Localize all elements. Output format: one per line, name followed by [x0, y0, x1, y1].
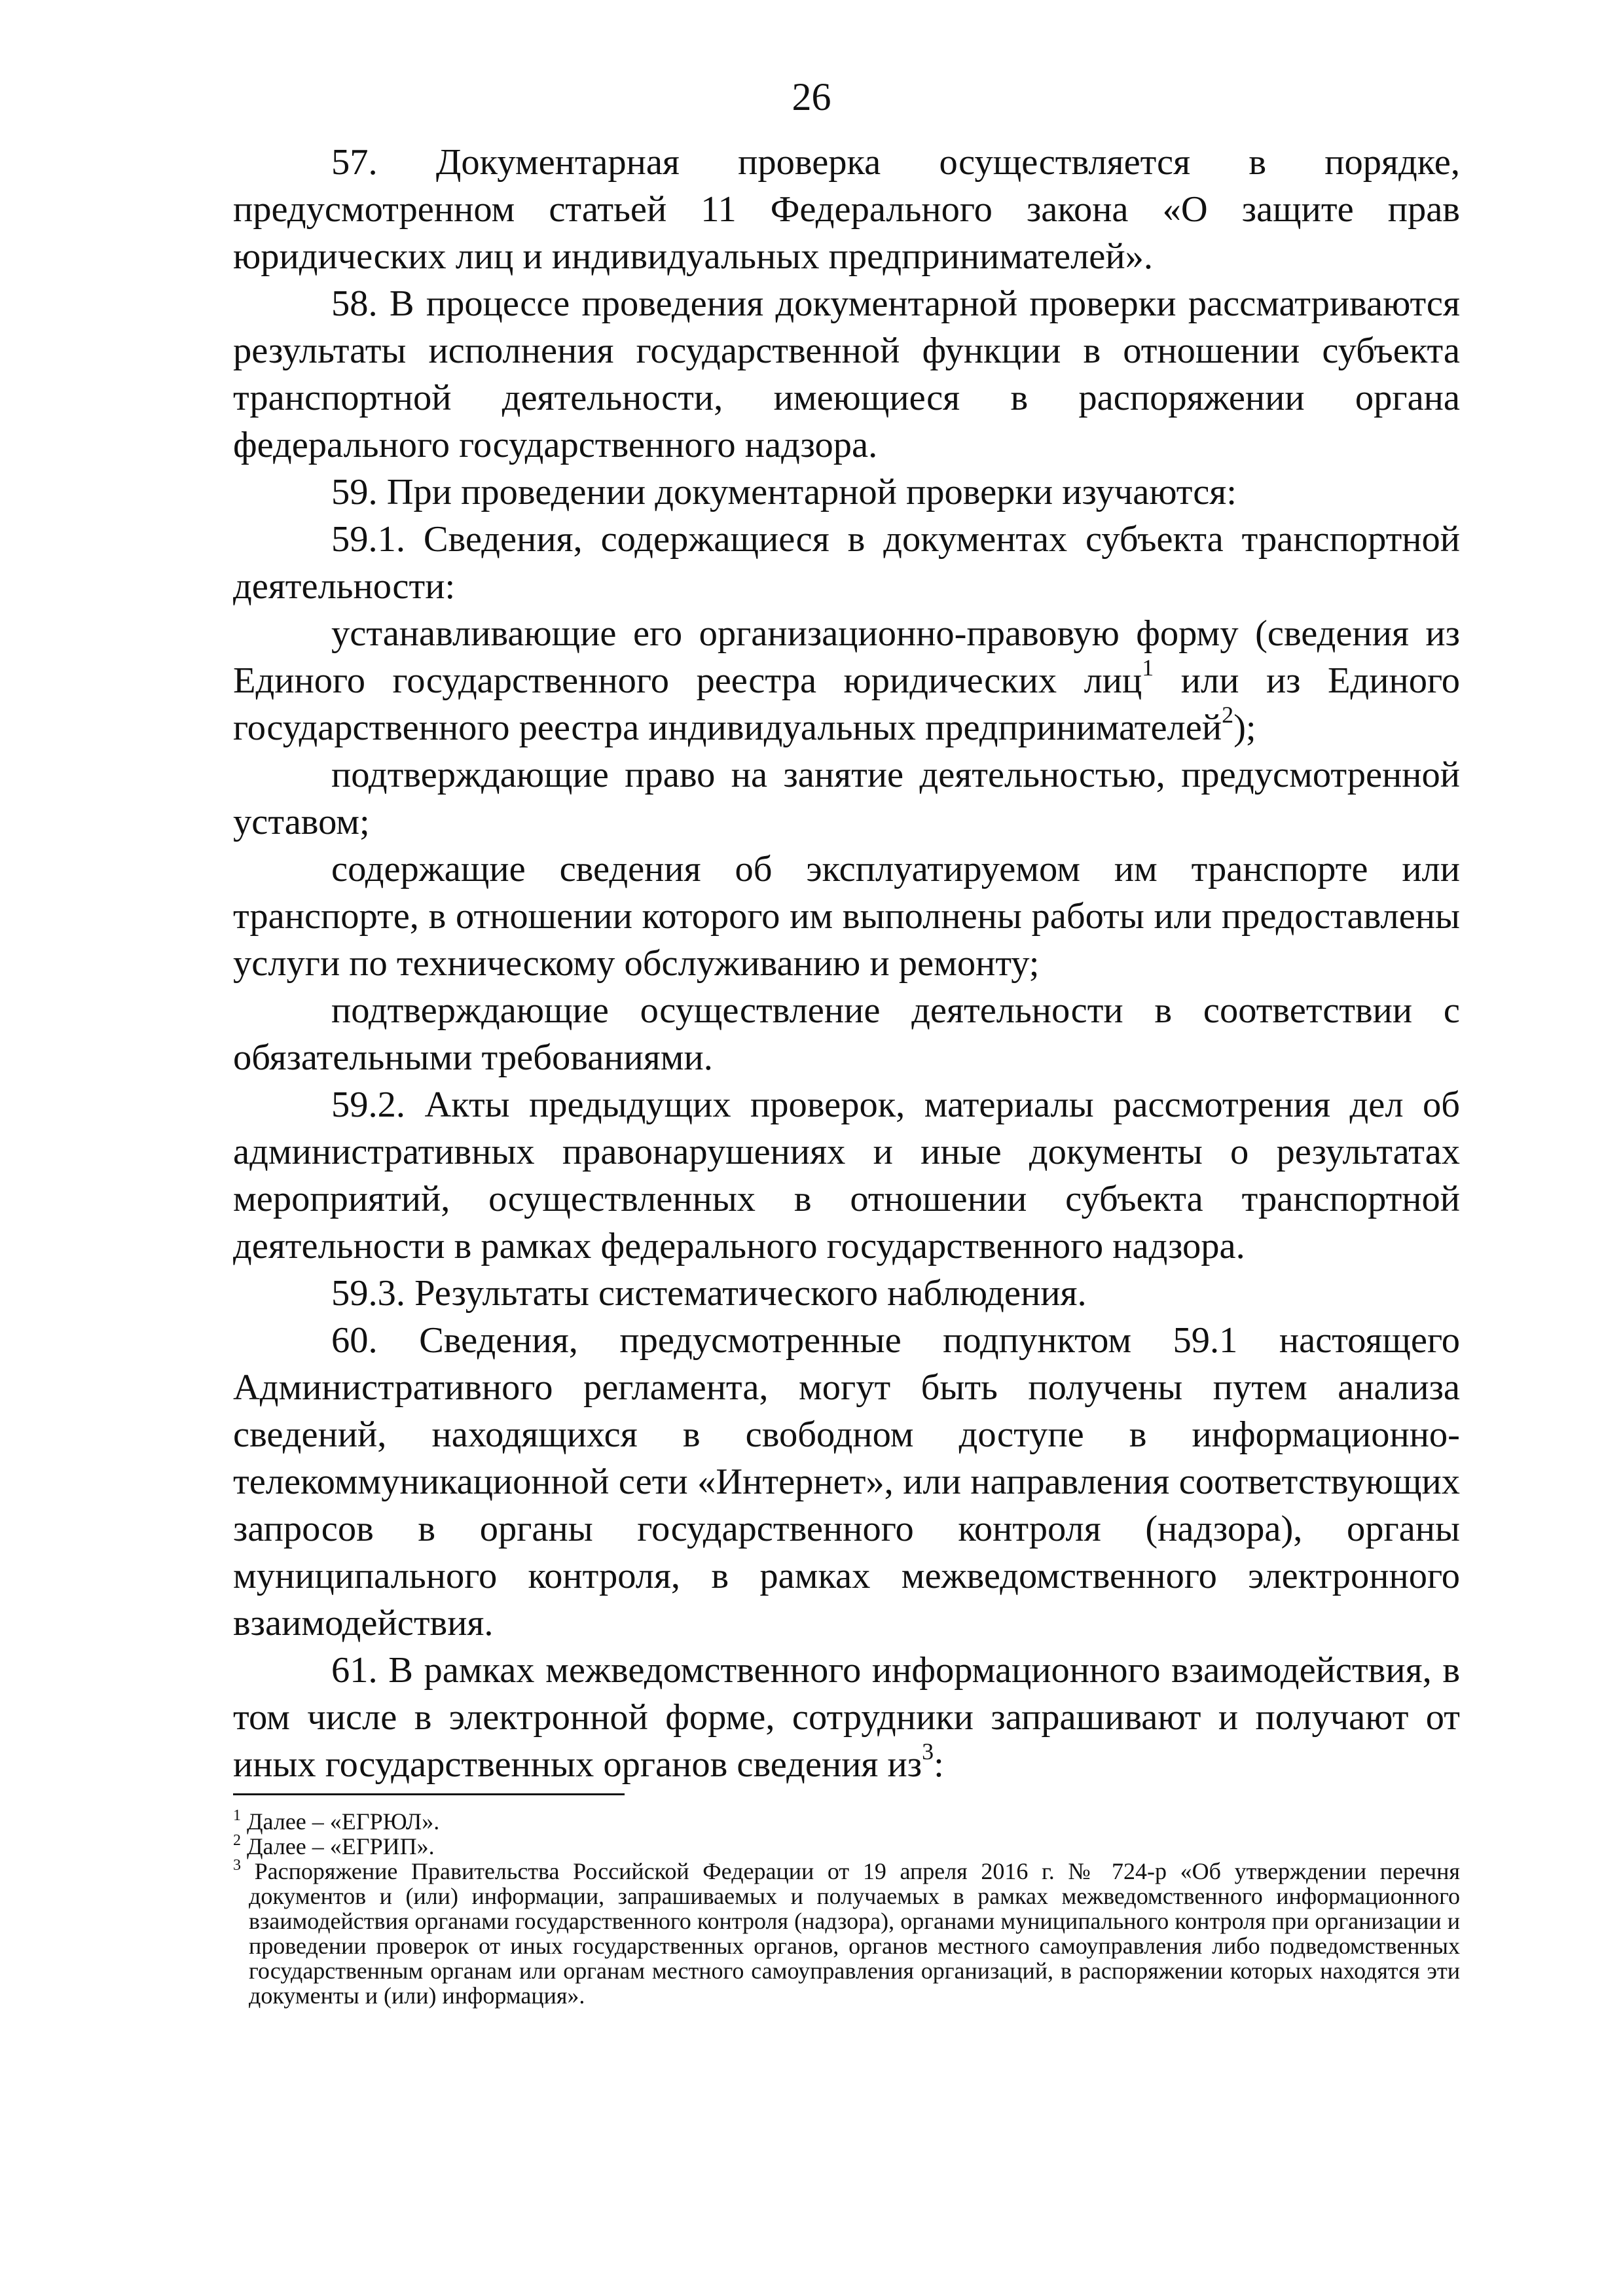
document-body — [233, 139, 1460, 1788]
list-item-compliance: подтверждающие осуществление деятельности в соответствии с обязательными требованиями. — [233, 990, 1460, 1078]
footnote-3 — [233, 1859, 1460, 2008]
paragraph-59-1: 59.1. Сведения, содержащиеся в документах субъекта транспортной деятельности: — [233, 519, 1460, 607]
list-item-charter: подтверждающие право на занятие деятельностью, предусмотренной уставом; — [233, 755, 1460, 842]
footnote-mark: 1 — [233, 1807, 241, 1824]
paragraph-59: 59. При проведении документарной проверки изучаются: — [331, 472, 1237, 512]
paragraph-57: 57. Документарная проверка осуществляется в порядке, предусмотренном статьей 11 Федерального закона «О защите прав юридических лиц и индивидуальных предпринимателей». — [233, 142, 1460, 277]
footnotes — [233, 1809, 1460, 2008]
paragraph-59-2: 59.2. Акты предыдущих проверок, материалы рассмотрения дел об административных правонарушениях и иные документы о результатах мероприятий, осуществленных в отношении субъекта транспортной деятельности в рамках федерального государственного надзора. — [233, 1085, 1460, 1266]
page-number: 26 — [792, 75, 831, 118]
list-item-legal-form — [233, 610, 1460, 751]
paragraph-61-text: 61. В рамках межведомственного информационного взаимодействия, в том числе в электронной форме, сотрудники запрашивают и получают от иных государственных органов сведения из — [233, 1650, 1460, 1785]
paragraph-61 — [233, 1647, 1460, 1788]
footnote-ref-1: 1 — [1142, 655, 1154, 681]
footnote-1 — [233, 1809, 1460, 1834]
footnote-mark: 2 — [233, 1832, 241, 1849]
list-item-legal-form-text-end: ); — [1233, 708, 1256, 748]
paragraph-61-end: : — [934, 1744, 944, 1785]
list-item-legal-form-text-cont: или из Единого государственного реестра индивидуальных предпринимателей — [233, 660, 1460, 748]
footnote-mark: 3 — [233, 1857, 241, 1874]
footnote-text: Распоряжение Правительства Российской Федерации от 19 апреля 2016 г. № 724-р «Об утверждении перечня документов и (или) информации, запрашиваемых и получаемых в рамках межведомственного информационного взаимодействия органами государственного контроля (надзора), органами муниципального контроля при организации и проведении проверок от иных государственных органов, органов местного самоуправления либо подведомственных государственным органам или органам местного самоуправления организаций, в распоряжении которых находятся эти документы и (или) информация». — [241, 1858, 1460, 2009]
footnote-ref-3: 3 — [922, 1738, 934, 1765]
list-item-legal-form-text: устанавливающие его организационно-правовую форму (сведения из Единого государственного реестра юридических лиц — [233, 613, 1460, 701]
footnote-divider — [233, 1793, 625, 1795]
footnote-text: Далее – «ЕГРИП». — [241, 1833, 435, 1859]
list-item-transport: содержащие сведения об эксплуатируемом им транспорте или транспорте, в отношении которого им выполнены работы или предоставлены услуги по техническому обслуживанию и ремонту; — [233, 849, 1460, 984]
paragraph-60: 60. Сведения, предусмотренные подпунктом 59.1 настоящего Административного регламента, могут быть получены путем анализа сведений, находящихся в свободном доступе в информационно-телекоммуникационной сети «Интернет», или направления соответствующих запросов в органы государственного контроля (надзора), органы муниципального контроля, в рамках межведомственного электронного взаимодействия. — [233, 1320, 1460, 1643]
footnote-text: Далее – «ЕГРЮЛ». — [241, 1808, 440, 1835]
footnote-2 — [233, 1834, 1460, 1859]
paragraph-58: 58. В процессе проведения документарной проверки рассматриваются результаты исполнения государственной функции в отношении субъекта транспортной деятельности, имеющиеся в распоряжении органа федерального государственного надзора. — [233, 283, 1460, 465]
paragraph-59-3: 59.3. Результаты систематического наблюдения. — [331, 1273, 1087, 1314]
footnote-ref-2: 2 — [1222, 702, 1234, 728]
